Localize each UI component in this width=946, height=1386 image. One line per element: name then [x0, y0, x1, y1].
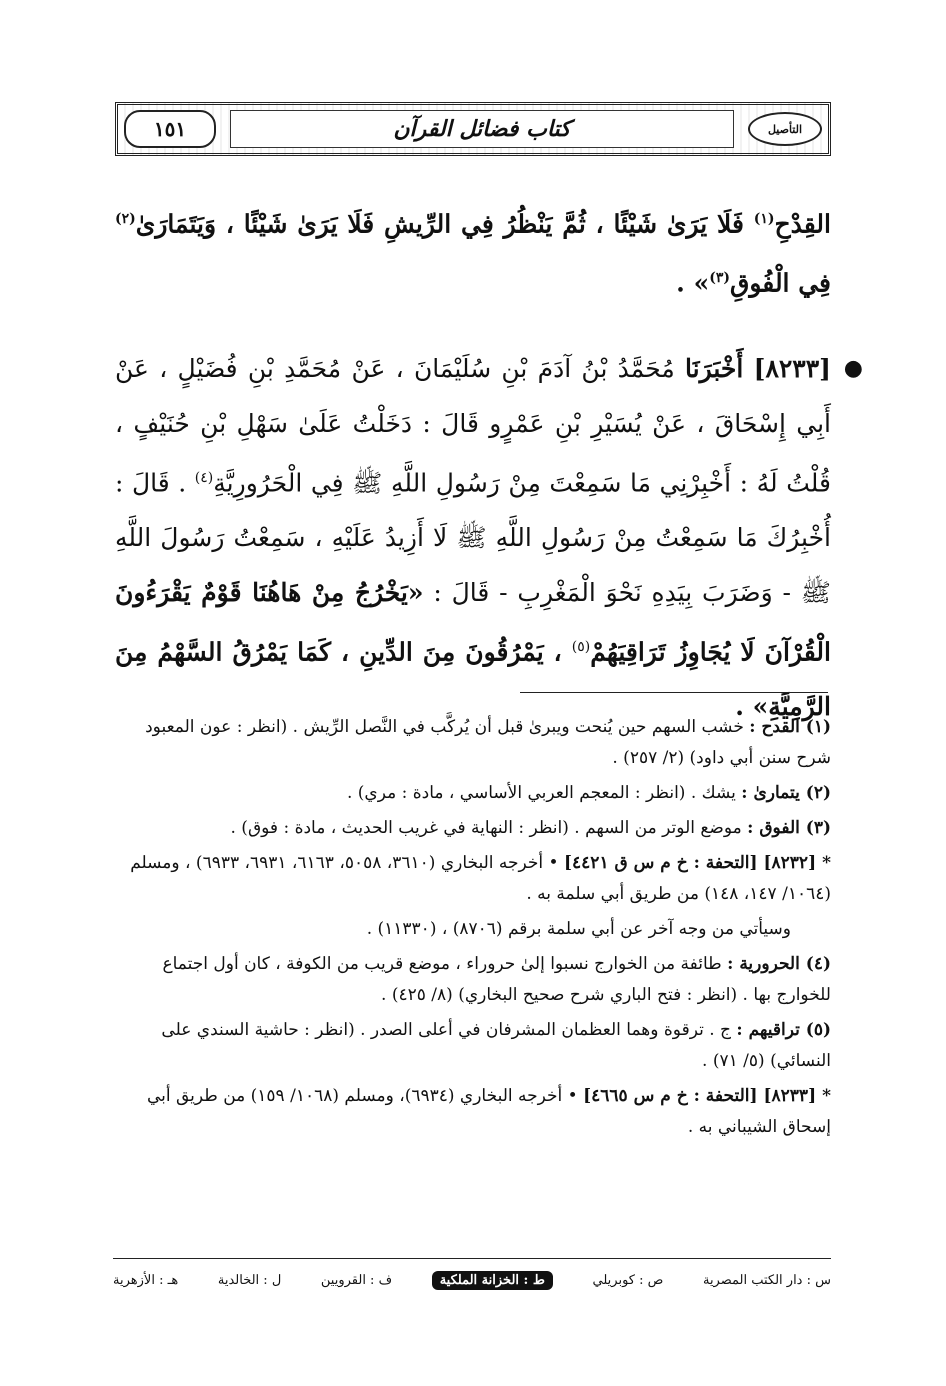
footnote-divider [520, 692, 828, 693]
footnote-text: • أخرجه البخاري (٦٩٣٤)، ومسلم (١٠٦٨/ ١٥٩) من طريق أبي إسحاق الشيباني به . [146, 1086, 831, 1137]
text-span: القِدْحِ [774, 209, 831, 239]
text-span: . قَالَ : أُخْبِرُكَ مَا سَمِعْتُ مِنْ رَسُولِ اللَّهِ ﷺ لَا أَزِيدُ عَلَيْهِ ، سَمِعْتُ رَسُولَ اللَّهِ ﷺ - وَضَرَبَ بِيَدِهِ نَحْوَ الْمَغْرِبِ - قَالَ : [115, 467, 831, 607]
takhrij-note [115, 848, 831, 910]
bullet-icon: ● [843, 355, 863, 381]
footnote-label: (٥) تراقيهم : [736, 1020, 831, 1040]
footnotes [115, 712, 831, 1147]
footer-divider [113, 1258, 831, 1259]
footnote [115, 949, 831, 1011]
manuscript-code: ص : كوبريلي [592, 1272, 664, 1288]
footnote-ref: (٥) [571, 638, 591, 655]
manuscript-code: س : دار الكتب المصرية [702, 1272, 831, 1288]
footnote-ref: (٣) [709, 270, 730, 287]
footnote [115, 712, 831, 774]
hadith-quote: «يَخْرُجُ مِنْ هَاهُنَا قَوْمٌ يَقْرَءُونَ الْقُرْآنَ لَا يُجَاوِزُ تَرَاقِيَهُمْ [115, 577, 831, 667]
footnote-label: [٨٢٣٢] [التحفة : خ م س ق ٤٤٢١] [564, 853, 817, 873]
text-span: » . [676, 268, 710, 298]
hadith-number: [٨٢٣٣] [753, 353, 831, 383]
footnote-ref: (٤) [194, 469, 214, 486]
takhrij-extra: وسيأتي من وجه آخر عن أبي سلمة برقم (٨٧٠٦) ، (١١٣٣٠) . [366, 919, 791, 939]
footnote-ref: (٢) [115, 211, 136, 227]
hadith-paragraph [115, 341, 863, 735]
star-icon: * [822, 853, 831, 873]
manuscript-key [113, 1266, 831, 1294]
footnote-text: يشك . (انظر : المعجم العربي الأساسي ، مادة : مري) . [346, 783, 742, 803]
takhrij-note [115, 1081, 831, 1143]
footnote-text: موضع الوتر من السهم . (انظر : النهاية في غريب الحديث ، مادة : فوق) . [230, 818, 748, 838]
page-header [115, 102, 831, 156]
footnote-text: طائفة من الخوارج نسبوا إلىٰ حروراء ، موضع قريب من الكوفة ، كان أول اجتماع للخوارج بها . (انظر : فتح الباري شرح صحيح البخاري) (٨/ ٤٢٥) . [162, 954, 831, 1005]
footnote-label: (٢) يتمارىٰ : [741, 783, 831, 803]
paragraph-continuation [115, 192, 831, 311]
text-span: فَلَا يَرَىٰ شَيْئًا ، ثُمَّ يَنْظُرُ فِي الرِّيشِ فَلَا يَرَىٰ شَيْئًا ، وَيَتَمَارَىٰ [135, 209, 754, 239]
publisher-logo: التأصيل [748, 112, 822, 146]
footnote-label: (٣) الفوق : [747, 818, 831, 838]
manuscript-code: هـ : الأزهرية [113, 1272, 179, 1288]
main-text [115, 192, 863, 734]
manuscript-code-highlight: ط : الخزانة الملكية [432, 1271, 553, 1290]
book-title: كتاب فضائل القرآن [230, 110, 734, 148]
footnote-label: [٨٢٣٣] [التحفة : خ م س ٤٦٦٥] [583, 1086, 817, 1106]
hadith-quote: ، يَمْرُقُونَ مِنَ الدِّينِ ، كَمَا يَمْرُقُ السَّهْمُ مِنَ الرَّمِيَّةِ» . [115, 637, 831, 722]
star-icon: * [822, 1086, 831, 1106]
footnote [115, 778, 831, 809]
manuscript-code: ف : القرويين [320, 1272, 393, 1288]
text-span: مُحَمَّدُ بْنُ آدَمَ بْنِ سُلَيْمَانَ ، عَنْ مُحَمَّدِ بْنِ فُضَيْلٍ ، عَنْ أَبِي إِسْحَاقَ ، عَنْ يُسَيْرِ بْنِ عَمْرٍو قَالَ : دَخَلْتُ عَلَىٰ سَهْلِ بْنِ حُنَيْفٍ ، قُلْتُ لَهُ : أَخْبِرْنِي مَا سَمِعْتَ مِنْ رَسُولِ اللَّهِ ﷺ فِي الْحَرُورِيَّةِ [115, 353, 831, 497]
footnote-label: (٤) الحرورية : [727, 954, 831, 974]
footnote-text: ج . ترقوة وهما العظمان المشرفان في أعلى الصدر . (انظر : حاشية السندي على النسائي) (٥/ ٧١) . [161, 1020, 831, 1071]
footnote-ref: (١) [753, 211, 775, 227]
manuscript-code: ل : الخالدية [217, 1272, 282, 1288]
footnote-text: • أخرجه البخاري (٣٦١٠، ٥٠٥٨، ٦١٦٣، ٦٩٣١، ٦٩٣٣) ، ومسلم (١٠٦٤/ ١٤٧، ١٤٨) من طريق أبي سلمة به . [130, 853, 831, 904]
text-span: فِي الْفُوقِ [729, 268, 831, 298]
text-span: أَخْبَرَنَا [685, 353, 744, 383]
footnote [115, 813, 831, 844]
footnote-text: خشب السهم حين يُنحت ويبرىٰ قبل أن يُركَّب في النَّصل الرِّيش . (انظر : عون المعبود شرح سنن أبي داود) (٢/ ٢٥٧) . [145, 717, 831, 768]
footnote-label: (١) القدح : [749, 717, 831, 737]
page-number: ١٥١ [124, 110, 216, 148]
footnote [115, 1015, 831, 1077]
